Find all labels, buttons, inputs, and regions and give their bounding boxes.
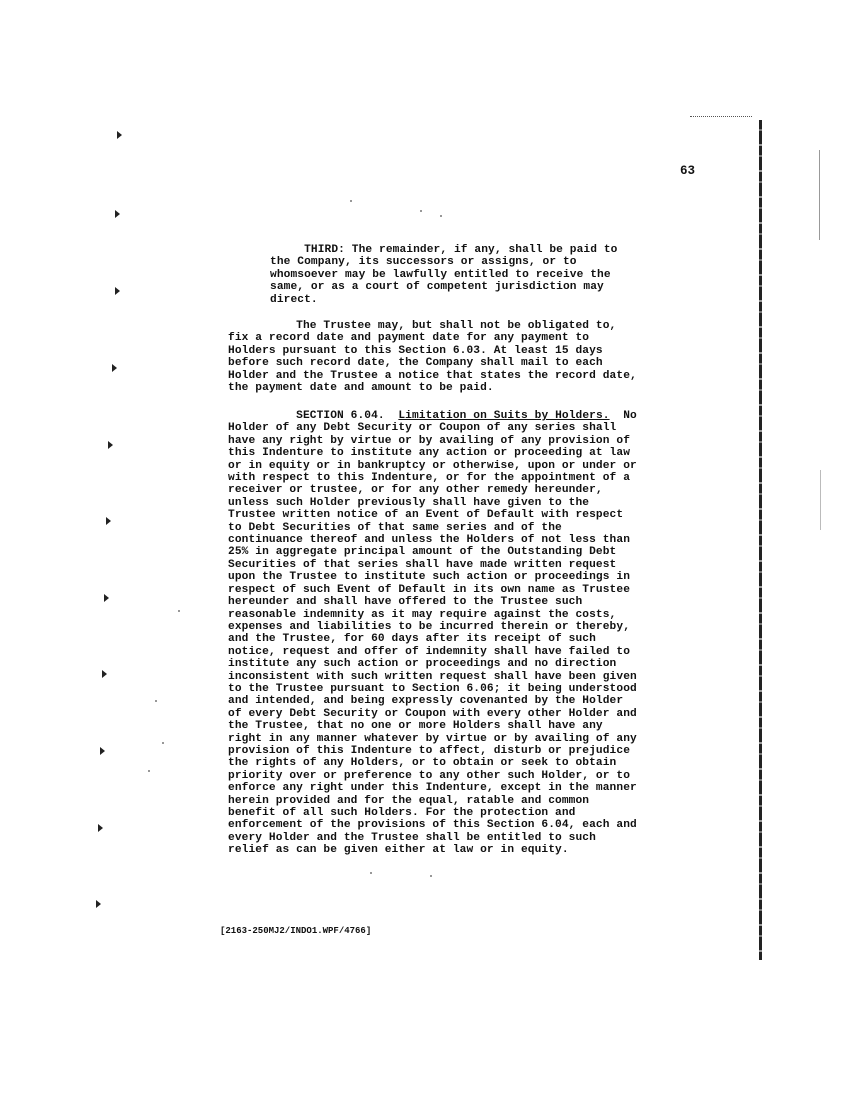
scan-speck [148,770,150,772]
text-line: benefit of all such Holders. For the protection and [228,807,576,819]
binder-hole-mark [96,900,101,908]
text-line: Trustee written notice of an Event of Default with respect [228,509,624,522]
text-line: every Holder and the Trustee shall be entitled to such [228,831,596,844]
binder-hole-mark [112,364,117,372]
text-line: expenses and liabilities to be incurred therein or thereby, [228,620,631,633]
text-line: enforce any right under this Indenture, except in the manner [228,782,637,795]
scan-speck [350,200,352,202]
text-line: have any right by virtue or by availing of any provision of [228,434,631,447]
text-line: same, or as a court of competent jurisdiction may [270,281,604,294]
binder-hole-mark [106,517,111,525]
text-line: the Trustee, that no one or more Holders shall have any [228,720,603,733]
text-line: priority over or preference to any other such Holder, or to [228,769,631,782]
text-line: enforcement of the provisions of this Section 6.04, each and [228,819,637,832]
binder-hole-mark [117,131,122,139]
text-line: provision of this Indenture to affect, disturb or prejudice [228,744,631,757]
paragraph-record-date [228,320,637,394]
text-line: unless such Holder previously shall have given to the [228,496,590,509]
text-line: hereunder and shall have offered to the Trustee such [228,596,583,609]
text-line: the payment date and amount to be paid. [228,382,494,395]
scan-speck [440,215,442,217]
text-line: continuance thereof and unless the Holders of not less than [228,534,631,547]
scan-artifact-edge-line [819,150,820,240]
text-line: notice, request and offer of indemnity shall have failed to [228,645,631,658]
binder-hole-mark [108,441,113,449]
text-line: reasonable indemnity as it may require against the costs, [228,608,617,621]
text-line: or in equity or in bankruptcy or otherwise, upon or under or [228,459,637,472]
text-line: whomsoever may be lawfully entitled to receive the [270,268,611,281]
section-heading-line [228,410,637,422]
page-number: 63 [680,164,696,178]
text-line: receiver or trustee, or for any other remedy hereunder, [228,484,603,497]
text-line: Securities of that series shall have made written request [228,558,617,571]
scan-speck [420,210,422,212]
text-line: Holders pursuant to this Section 6.03. At least 15 days [228,344,603,357]
text-line: and intended, and being expressly covenanted by the Holder [228,695,624,708]
text-line: this Indenture to institute any action or proceeding at law [228,447,631,460]
binder-hole-mark [115,210,120,218]
text-line: the rights of any Holders, or to obtain or seek to obtain [228,757,617,770]
text-line: direct. [270,293,318,306]
binder-hole-mark [98,824,103,832]
text-line: the Company, its successors or assigns, or to [270,256,577,269]
text-line: Holder of any Debt Security or Coupon of any series shall [228,422,617,435]
binder-hole-mark [100,747,105,755]
scan-speck [178,610,180,612]
text-line: inconsistent with such written request shall have been given [228,670,637,683]
text-line: fix a record date and payment date for any payment to [228,332,590,345]
document-footer-id: [2163-250MJ2/INDO1.WPF/4766] [220,926,372,936]
text-line: with respect to this Indenture, or for the appointment of a [228,472,631,485]
text-line: and the Trustee, for 60 days after its receipt of such [228,633,596,646]
text-line: herein provided and for the equal, ratable and common [228,794,590,807]
text-line: before such record date, the Company shall mail to each [228,357,603,370]
scan-speck [155,700,157,702]
scan-speck [370,872,372,874]
scan-artifact-edge-line [759,120,762,960]
text-line: 25% in aggregate principal amount of the Outstanding Debt [228,546,617,559]
section-first-word: No [623,410,637,422]
paragraph-third [270,244,618,306]
scan-speck [430,875,432,877]
binder-hole-mark [102,670,107,678]
text-line: institute any such action or proceedings and no direction [228,658,617,671]
text-line: right in any manner whatever by virtue or by availing of any [228,732,637,745]
binder-hole-mark [104,594,109,602]
text-line: THIRD: The remainder, if any, shall be paid to [270,244,618,256]
section-heading: Limitation on Suits by Holders. [398,410,610,422]
text-line: relief as can be given either at law or in equity. [228,844,569,857]
text-line: to the Trustee pursuant to Section 6.06; it being understood [228,682,637,695]
text-line: Holder and the Trustee a notice that states the record date, [228,369,637,382]
scan-speck [162,742,164,744]
section-label: SECTION 6.04. [296,410,385,422]
text-line: respect of such Event of Default in its own name as Trustee [228,583,631,596]
text-line: The Trustee may, but shall not be obligated to, [228,320,617,332]
scan-artifact-edge-line [820,470,821,530]
text-line: of every Debt Security or Coupon with every other Holder and [228,707,637,720]
section-6-04 [228,410,637,857]
text-line: to Debt Securities of that same series and of the [228,521,562,534]
binder-hole-mark [115,287,120,295]
text-line: upon the Trustee to institute such action or proceedings in [228,571,631,584]
scan-artifact-dash [690,116,752,117]
